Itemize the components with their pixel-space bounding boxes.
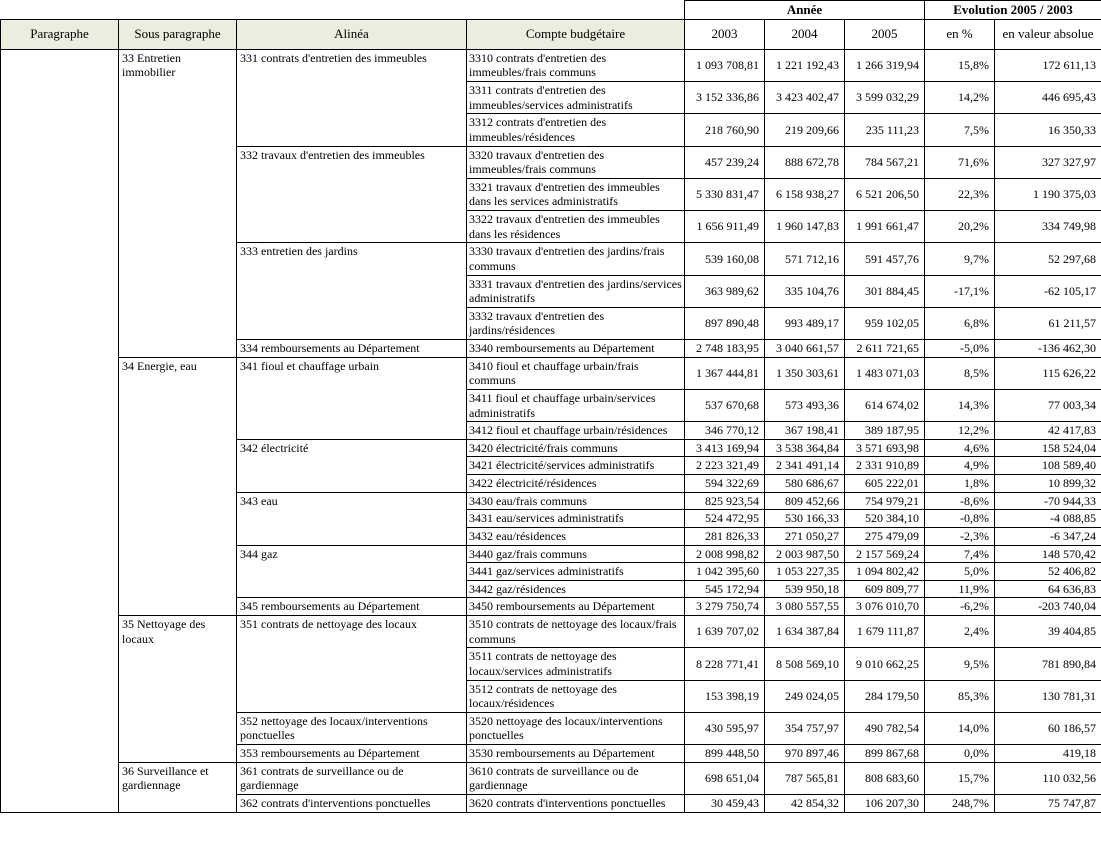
- compte-cell: 3320 travaux d'entretien des immeubles/frais communs: [467, 146, 685, 178]
- evolution-absolute-cell: -62 105,17: [995, 275, 1101, 307]
- evolution-absolute-cell: 172 611,13: [995, 49, 1101, 81]
- evolution-absolute-cell: 39 404,85: [995, 616, 1101, 648]
- alinea-cell: 331 contrats d'entretien des immeubles: [237, 49, 467, 146]
- value-2004-cell: 580 686,67: [765, 475, 845, 493]
- alinea-cell: 343 eau: [237, 492, 467, 545]
- value-2005-cell: 9 010 662,25: [845, 648, 925, 680]
- value-2005-cell: 3 571 693,98: [845, 439, 925, 457]
- evolution-absolute-cell: 108 589,40: [995, 457, 1101, 475]
- value-2003-cell: 8 228 771,41: [685, 648, 765, 680]
- evolution-percent-cell: 7,5%: [925, 114, 995, 146]
- alinea-cell: 332 travaux d'entretien des immeubles: [237, 146, 467, 243]
- value-2003-cell: 30 459,43: [685, 794, 765, 812]
- value-2003-cell: 537 670,68: [685, 389, 765, 421]
- evolution-absolute-cell: 334 749,98: [995, 211, 1101, 243]
- sous-paragraphe-cell: 33 Entretien immobilier: [119, 49, 237, 357]
- evolution-absolute-cell: 446 695,43: [995, 82, 1101, 114]
- value-2003-cell: 2 008 998,82: [685, 545, 765, 563]
- value-2004-cell: 2 341 491,14: [765, 457, 845, 475]
- value-2003-cell: 899 448,50: [685, 745, 765, 763]
- header-paragraphe: Paragraphe: [1, 19, 119, 49]
- header-alinea: Alinéa: [237, 19, 467, 49]
- alinea-cell: 352 nettoyage des locaux/interventions ponctuelles: [237, 712, 467, 744]
- compte-cell: 3422 électricité/résidences: [467, 475, 685, 493]
- value-2005-cell: 1 266 319,94: [845, 49, 925, 81]
- value-2003-cell: 281 826,33: [685, 527, 765, 545]
- value-2003-cell: 346 770,12: [685, 422, 765, 440]
- compte-cell: 3512 contrats de nettoyage des locaux/résidences: [467, 680, 685, 712]
- value-2004-cell: 1 350 303,61: [765, 357, 845, 389]
- evolution-percent-cell: 4,6%: [925, 439, 995, 457]
- compte-cell: 3530 remboursements au Département: [467, 745, 685, 763]
- evolution-percent-cell: 71,6%: [925, 146, 995, 178]
- table-row: [1, 762, 1101, 794]
- evolution-percent-cell: 14,0%: [925, 712, 995, 744]
- sous-paragraphe-cell: 36 Surveillance et gardiennage: [119, 762, 237, 812]
- evolution-absolute-cell: 16 350,33: [995, 114, 1101, 146]
- table-row: [1, 357, 1101, 389]
- value-2005-cell: 389 187,95: [845, 422, 925, 440]
- value-2004-cell: 42 854,32: [765, 794, 845, 812]
- value-2005-cell: 605 222,01: [845, 475, 925, 493]
- compte-cell: 3332 travaux d'entretien des jardins/résidences: [467, 307, 685, 339]
- value-2004-cell: 787 565,81: [765, 762, 845, 794]
- compte-cell: 3441 gaz/services administratifs: [467, 563, 685, 581]
- value-2003-cell: 363 989,62: [685, 275, 765, 307]
- value-2004-cell: 970 897,46: [765, 745, 845, 763]
- evolution-absolute-cell: 130 781,31: [995, 680, 1101, 712]
- alinea-cell: 361 contrats de surveillance ou de gardiennage: [237, 762, 467, 794]
- alinea-cell: 351 contrats de nettoyage des locaux: [237, 616, 467, 713]
- evolution-absolute-cell: 42 417,83: [995, 422, 1101, 440]
- value-2004-cell: 249 024,05: [765, 680, 845, 712]
- value-2003-cell: 1 656 911,49: [685, 211, 765, 243]
- value-2005-cell: 235 111,23: [845, 114, 925, 146]
- compte-cell: 3410 fioul et chauffage urbain/frais communs: [467, 357, 685, 389]
- value-2004-cell: 3 040 661,57: [765, 340, 845, 358]
- evolution-percent-cell: 11,9%: [925, 580, 995, 598]
- compte-cell: 3321 travaux d'entretien des immeubles dans les services administratifs: [467, 178, 685, 210]
- evolution-absolute-cell: 61 211,57: [995, 307, 1101, 339]
- value-2003-cell: 1 093 708,81: [685, 49, 765, 81]
- evolution-percent-cell: 7,4%: [925, 545, 995, 563]
- evolution-percent-cell: 14,3%: [925, 389, 995, 421]
- value-2004-cell: 3 423 402,47: [765, 82, 845, 114]
- compte-cell: 3440 gaz/frais communs: [467, 545, 685, 563]
- compte-cell: 3432 eau/résidences: [467, 527, 685, 545]
- evolution-percent-cell: -17,1%: [925, 275, 995, 307]
- compte-cell: 3311 contrats d'entretien des immeubles/services administratifs: [467, 82, 685, 114]
- value-2003-cell: 1 042 395,60: [685, 563, 765, 581]
- evolution-absolute-cell: 10 899,32: [995, 475, 1101, 493]
- evolution-percent-cell: -2,3%: [925, 527, 995, 545]
- value-2005-cell: 2 157 569,24: [845, 545, 925, 563]
- value-2005-cell: 959 102,05: [845, 307, 925, 339]
- value-2004-cell: 2 003 987,50: [765, 545, 845, 563]
- value-2003-cell: 545 172,94: [685, 580, 765, 598]
- value-2004-cell: 354 757,97: [765, 712, 845, 744]
- evolution-absolute-cell: 77 003,34: [995, 389, 1101, 421]
- value-2003-cell: 2 748 183,95: [685, 340, 765, 358]
- value-2005-cell: 3 599 032,29: [845, 82, 925, 114]
- compte-cell: 3620 contrats d'interventions ponctuelles: [467, 794, 685, 812]
- value-2005-cell: 106 207,30: [845, 794, 925, 812]
- compte-cell: 3310 contrats d'entretien des immeubles/frais communs: [467, 49, 685, 81]
- sous-paragraphe-cell: 34 Energie, eau: [119, 357, 237, 615]
- value-2003-cell: 1 639 707,02: [685, 616, 765, 648]
- alinea-cell: 342 électricité: [237, 439, 467, 492]
- evolution-percent-cell: 20,2%: [925, 211, 995, 243]
- sous-paragraphe-cell: 35 Nettoyage des locaux: [119, 616, 237, 763]
- value-2005-cell: 301 884,45: [845, 275, 925, 307]
- evolution-percent-cell: 85,3%: [925, 680, 995, 712]
- evolution-percent-cell: -5,0%: [925, 340, 995, 358]
- header-evolution-percent: en %: [925, 19, 995, 49]
- compte-cell: 3511 contrats de nettoyage des locaux/services administratifs: [467, 648, 685, 680]
- header-compte-budgetaire: Compte budgétaire: [467, 19, 685, 49]
- value-2003-cell: 897 890,48: [685, 307, 765, 339]
- value-2004-cell: 530 166,33: [765, 510, 845, 528]
- compte-cell: 3510 contrats de nettoyage des locaux/frais communs: [467, 616, 685, 648]
- evolution-absolute-cell: 60 186,57: [995, 712, 1101, 744]
- header-column-row: [1, 19, 1101, 49]
- evolution-absolute-cell: 1 190 375,03: [995, 178, 1101, 210]
- evolution-percent-cell: 1,8%: [925, 475, 995, 493]
- evolution-percent-cell: 5,0%: [925, 563, 995, 581]
- alinea-cell: 353 remboursements au Département: [237, 745, 467, 763]
- value-2004-cell: 809 452,66: [765, 492, 845, 510]
- compte-cell: 3450 remboursements au Département: [467, 598, 685, 616]
- compte-cell: 3430 eau/frais communs: [467, 492, 685, 510]
- evolution-percent-cell: 15,7%: [925, 762, 995, 794]
- value-2003-cell: 594 322,69: [685, 475, 765, 493]
- value-2004-cell: 3 080 557,55: [765, 598, 845, 616]
- header-year-2003: 2003: [685, 19, 765, 49]
- evolution-absolute-cell: 110 032,56: [995, 762, 1101, 794]
- value-2004-cell: 335 104,76: [765, 275, 845, 307]
- evolution-absolute-cell: -4 088,85: [995, 510, 1101, 528]
- header-blank-area: [1, 1, 685, 20]
- value-2003-cell: 539 160,08: [685, 243, 765, 275]
- evolution-absolute-cell: 52 297,68: [995, 243, 1101, 275]
- value-2005-cell: 275 479,09: [845, 527, 925, 545]
- evolution-absolute-cell: 327 327,97: [995, 146, 1101, 178]
- value-2004-cell: 573 493,36: [765, 389, 845, 421]
- value-2003-cell: 524 472,95: [685, 510, 765, 528]
- evolution-percent-cell: 8,5%: [925, 357, 995, 389]
- value-2005-cell: 1 483 071,03: [845, 357, 925, 389]
- compte-cell: 3420 électricité/frais communs: [467, 439, 685, 457]
- value-2005-cell: 2 611 721,65: [845, 340, 925, 358]
- header-evolution: Evolution 2005 / 2003: [925, 1, 1101, 20]
- evolution-percent-cell: 4,9%: [925, 457, 995, 475]
- evolution-percent-cell: 6,8%: [925, 307, 995, 339]
- evolution-percent-cell: 2,4%: [925, 616, 995, 648]
- value-2004-cell: 1 634 387,84: [765, 616, 845, 648]
- value-2003-cell: 3 413 169,94: [685, 439, 765, 457]
- value-2005-cell: 1 679 111,87: [845, 616, 925, 648]
- value-2003-cell: 153 398,19: [685, 680, 765, 712]
- evolution-absolute-cell: -6 347,24: [995, 527, 1101, 545]
- value-2004-cell: 367 198,41: [765, 422, 845, 440]
- value-2005-cell: 1 991 661,47: [845, 211, 925, 243]
- evolution-absolute-cell: 52 406,82: [995, 563, 1101, 581]
- value-2005-cell: 591 457,76: [845, 243, 925, 275]
- evolution-absolute-cell: -203 740,04: [995, 598, 1101, 616]
- compte-cell: 3340 remboursements au Département: [467, 340, 685, 358]
- evolution-percent-cell: 22,3%: [925, 178, 995, 210]
- evolution-percent-cell: 9,5%: [925, 648, 995, 680]
- alinea-cell: 341 fioul et chauffage urbain: [237, 357, 467, 439]
- value-2005-cell: 899 867,68: [845, 745, 925, 763]
- alinea-cell: 344 gaz: [237, 545, 467, 598]
- value-2003-cell: 457 239,24: [685, 146, 765, 178]
- value-2004-cell: 1 053 227,35: [765, 563, 845, 581]
- value-2003-cell: 3 152 336,86: [685, 82, 765, 114]
- value-2004-cell: 3 538 364,84: [765, 439, 845, 457]
- value-2004-cell: 6 158 938,27: [765, 178, 845, 210]
- value-2005-cell: 490 782,54: [845, 712, 925, 744]
- alinea-cell: 345 remboursements au Département: [237, 598, 467, 616]
- evolution-percent-cell: 0,0%: [925, 745, 995, 763]
- header-sous-paragraphe: Sous paragraphe: [119, 19, 237, 49]
- compte-cell: 3421 électricité/services administratifs: [467, 457, 685, 475]
- value-2003-cell: 825 923,54: [685, 492, 765, 510]
- header-year-2005: 2005: [845, 19, 925, 49]
- evolution-percent-cell: 9,7%: [925, 243, 995, 275]
- evolution-percent-cell: -6,2%: [925, 598, 995, 616]
- table-body: [1, 49, 1101, 812]
- compte-cell: 3442 gaz/résidences: [467, 580, 685, 598]
- value-2005-cell: 284 179,50: [845, 680, 925, 712]
- header-group-row: [1, 1, 1101, 20]
- value-2005-cell: 784 567,21: [845, 146, 925, 178]
- compte-cell: 3431 eau/services administratifs: [467, 510, 685, 528]
- evolution-percent-cell: -8,6%: [925, 492, 995, 510]
- value-2004-cell: 571 712,16: [765, 243, 845, 275]
- evolution-absolute-cell: 158 524,04: [995, 439, 1101, 457]
- value-2003-cell: 698 651,04: [685, 762, 765, 794]
- evolution-absolute-cell: 115 626,22: [995, 357, 1101, 389]
- value-2003-cell: 1 367 444,81: [685, 357, 765, 389]
- alinea-cell: 362 contrats d'interventions ponctuelles: [237, 794, 467, 812]
- value-2005-cell: 3 076 010,70: [845, 598, 925, 616]
- alinea-cell: 334 remboursements au Département: [237, 340, 467, 358]
- alinea-cell: 333 entretien des jardins: [237, 243, 467, 340]
- evolution-absolute-cell: -136 462,30: [995, 340, 1101, 358]
- value-2004-cell: 219 209,66: [765, 114, 845, 146]
- value-2005-cell: 520 384,10: [845, 510, 925, 528]
- value-2003-cell: 2 223 321,49: [685, 457, 765, 475]
- evolution-absolute-cell: 75 747,87: [995, 794, 1101, 812]
- value-2005-cell: 1 094 802,42: [845, 563, 925, 581]
- compte-cell: 3411 fioul et chauffage urbain/services administratifs: [467, 389, 685, 421]
- table-row: [1, 49, 1101, 81]
- value-2005-cell: 609 809,77: [845, 580, 925, 598]
- compte-cell: 3610 contrats de surveillance ou de gardiennage: [467, 762, 685, 794]
- table-row: [1, 616, 1101, 648]
- value-2005-cell: 754 979,21: [845, 492, 925, 510]
- value-2004-cell: 8 508 569,10: [765, 648, 845, 680]
- compte-cell: 3322 travaux d'entretien des immeubles dans les résidences: [467, 211, 685, 243]
- value-2005-cell: 6 521 206,50: [845, 178, 925, 210]
- paragraphe-cell: [1, 49, 119, 812]
- compte-cell: 3330 travaux d'entretien des jardins/frais communs: [467, 243, 685, 275]
- compte-cell: 3312 contrats d'entretien des immeubles/résidences: [467, 114, 685, 146]
- evolution-absolute-cell: 64 636,83: [995, 580, 1101, 598]
- evolution-percent-cell: -0,8%: [925, 510, 995, 528]
- evolution-absolute-cell: 781 890,84: [995, 648, 1101, 680]
- header-evolution-absolute: en valeur absolue: [995, 19, 1101, 49]
- value-2004-cell: 1 960 147,83: [765, 211, 845, 243]
- value-2003-cell: 3 279 750,74: [685, 598, 765, 616]
- value-2004-cell: 1 221 192,43: [765, 49, 845, 81]
- evolution-absolute-cell: 419,18: [995, 745, 1101, 763]
- header-year-2004: 2004: [765, 19, 845, 49]
- compte-cell: 3520 nettoyage des locaux/interventions ponctuelles: [467, 712, 685, 744]
- compte-cell: 3331 travaux d'entretien des jardins/services administratifs: [467, 275, 685, 307]
- value-2004-cell: 539 950,18: [765, 580, 845, 598]
- value-2005-cell: 2 331 910,89: [845, 457, 925, 475]
- value-2004-cell: 888 672,78: [765, 146, 845, 178]
- value-2005-cell: 614 674,02: [845, 389, 925, 421]
- evolution-percent-cell: 14,2%: [925, 82, 995, 114]
- value-2003-cell: 5 330 831,47: [685, 178, 765, 210]
- header-annee: Année: [685, 1, 925, 20]
- evolution-percent-cell: 15,8%: [925, 49, 995, 81]
- evolution-absolute-cell: 148 570,42: [995, 545, 1101, 563]
- value-2004-cell: 271 050,27: [765, 527, 845, 545]
- value-2004-cell: 993 489,17: [765, 307, 845, 339]
- value-2003-cell: 218 760,90: [685, 114, 765, 146]
- evolution-percent-cell: 12,2%: [925, 422, 995, 440]
- value-2003-cell: 430 595,97: [685, 712, 765, 744]
- evolution-absolute-cell: -70 944,33: [995, 492, 1101, 510]
- value-2005-cell: 808 683,60: [845, 762, 925, 794]
- compte-cell: 3412 fioul et chauffage urbain/résidences: [467, 422, 685, 440]
- evolution-percent-cell: 248,7%: [925, 794, 995, 812]
